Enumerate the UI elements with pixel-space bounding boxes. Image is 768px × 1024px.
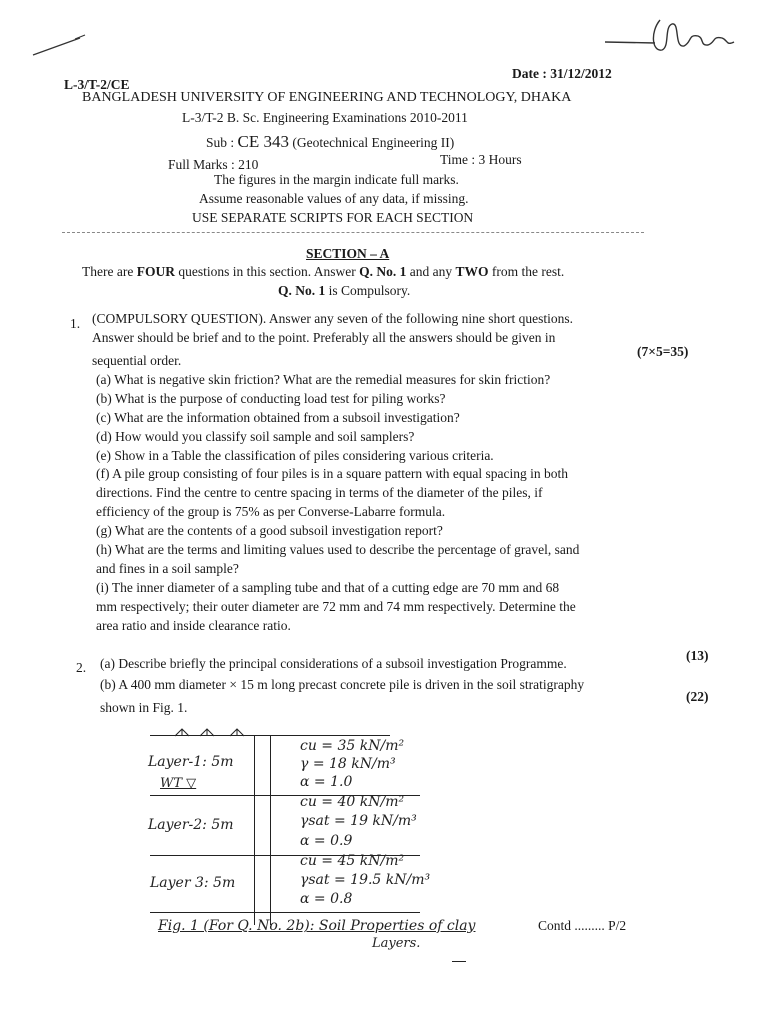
pile-right-edge bbox=[270, 735, 271, 925]
q2-a: (a) Describe briefly the principal considerations of a subsoil investigation Programme. bbox=[100, 656, 567, 671]
q1-e: (e) Show in a Table the classification of piles considering various criteria. bbox=[96, 448, 494, 463]
section-compulsory-note bbox=[278, 283, 410, 299]
q2-b-marks: (22) bbox=[686, 689, 709, 704]
instruction-margin: The figures in the margin indicate full marks. bbox=[214, 172, 459, 187]
subject-line bbox=[206, 132, 454, 152]
instruction-data: Assume reasonable values of any data, if missing. bbox=[199, 191, 469, 206]
q1-f2: directions. Find the centre to centre spacing in terms of the diameter of the piles, if bbox=[96, 485, 543, 500]
exam-time: Time : 3 Hours bbox=[440, 152, 522, 167]
full-marks: Full Marks : 210 bbox=[168, 157, 259, 172]
instr-two: TWO bbox=[455, 264, 489, 279]
q2-a-marks: (13) bbox=[686, 648, 709, 663]
layer3-gamma: γsat = 19.5 kN/m³ bbox=[300, 872, 431, 888]
layer2-cu: cu = 40 kN/m² bbox=[300, 794, 405, 810]
instr-text-4: from the rest. bbox=[488, 264, 565, 279]
q1-a: (a) What is negative skin friction? What are the remedial measures for skin friction? bbox=[96, 372, 551, 387]
exam-date: Date : 31/12/2012 bbox=[512, 66, 612, 81]
pen-mark bbox=[30, 30, 90, 60]
q2-b1: (b) A 400 mm diameter × 15 m long precast concrete pile is driven in the soil stratigraphy bbox=[100, 677, 585, 692]
layer2-alpha: α = 0.9 bbox=[300, 833, 353, 849]
section-title: SECTION – A bbox=[306, 246, 390, 261]
instr-text-1: There are bbox=[82, 264, 137, 279]
course-code: L-3/T-2/CE bbox=[64, 77, 130, 92]
exam-title: L-3/T-2 B. Sc. Engineering Examinations 2010-2011 bbox=[182, 110, 468, 125]
q1-c: (c) What are the information obtained from a subsoil investigation? bbox=[96, 410, 460, 425]
q1-i1: (i) The inner diameter of a sampling tube and that of a cutting edge are 70 mm and 68 bbox=[96, 580, 560, 595]
q1-h2: and fines in a soil sample? bbox=[96, 561, 239, 576]
q1-marks: (7×5=35) bbox=[637, 344, 689, 359]
q1-f3: efficiency of the group is 75% as per Converse-Labarre formula. bbox=[96, 504, 446, 519]
footer-dash bbox=[452, 961, 466, 962]
q2-b2: shown in Fig. 1. bbox=[100, 700, 188, 715]
ground-hatch bbox=[170, 728, 260, 738]
instruction-scripts: USE SEPARATE SCRIPTS FOR EACH SECTION bbox=[192, 210, 474, 225]
layer1-gamma: γ = 18 kN/m³ bbox=[300, 756, 396, 772]
q1-h1: (h) What are the terms and limiting values used to describe the percentage of gravel, sand bbox=[96, 542, 580, 557]
pile-left-edge bbox=[254, 735, 255, 925]
figure-caption-line2: Layers. bbox=[372, 936, 421, 951]
layer1-label: Layer-1: 5m bbox=[148, 754, 234, 770]
instr-four: FOUR bbox=[136, 264, 175, 279]
layer1-cu: cu = 35 kN/m² bbox=[300, 738, 405, 754]
figure-caption: Fig. 1 (For Q. No. 2b): Soil Properties of clay bbox=[158, 918, 476, 934]
layer3-alpha: α = 0.8 bbox=[300, 891, 353, 907]
q1-d: (d) How would you classify soil sample and soil samplers? bbox=[96, 429, 415, 444]
q1-i2: mm respectively; their outer diameter are 72 mm and 74 mm respectively. Determine the bbox=[96, 599, 576, 614]
q1-line2: Answer should be brief and to the point. Preferably all the answers should be given in bbox=[92, 330, 556, 345]
q2-number: 2. bbox=[76, 660, 87, 675]
section-instruction bbox=[82, 264, 564, 280]
continued-note: Contd ......... P/2 bbox=[538, 918, 627, 933]
instr2-rest: is Compulsory. bbox=[325, 283, 411, 298]
layer2-label: Layer-2: 5m bbox=[148, 817, 234, 833]
subject-code: CE 343 bbox=[237, 132, 289, 151]
q1-number: 1. bbox=[70, 316, 81, 331]
instr-q1: Q. No. 1 bbox=[359, 264, 407, 279]
instr-text-2: questions in this section. Answer bbox=[174, 264, 360, 279]
layer3-bottom-line bbox=[150, 912, 420, 913]
layer1-alpha: α = 1.0 bbox=[300, 774, 353, 790]
instr-text-3: and any bbox=[406, 264, 456, 279]
q1-g: (g) What are the contents of a good subsoil investigation report? bbox=[96, 523, 443, 538]
layer3-label: Layer 3: 5m bbox=[150, 875, 236, 891]
signature-mark bbox=[600, 12, 740, 62]
q1-i3: area ratio and inside clearance ratio. bbox=[96, 618, 291, 633]
q1-line3: sequential order. bbox=[92, 353, 182, 368]
instr2-q1: Q. No. 1 bbox=[278, 283, 326, 298]
q1-f1: (f) A pile group consisting of four piles is in a square pattern with equal spacing in both bbox=[96, 466, 569, 481]
university-name: BANGLADESH UNIVERSITY OF ENGINEERING AND TECHNOLOGY, DHAKA bbox=[82, 90, 572, 105]
subject-name: (Geotechnical Engineering II) bbox=[289, 135, 455, 150]
q1-line1: (COMPULSORY QUESTION). Answer any seven of the following nine short questions. bbox=[92, 311, 573, 326]
q1-b: (b) What is the purpose of conducting load test for piling works? bbox=[96, 391, 446, 406]
layer2-gamma: γsat = 19 kN/m³ bbox=[300, 813, 417, 829]
header-divider bbox=[62, 232, 644, 233]
layer3-cu: cu = 45 kN/m² bbox=[300, 853, 405, 869]
water-table-label: WT ▽ bbox=[160, 776, 197, 791]
subject-prefix: Sub : bbox=[206, 135, 238, 150]
